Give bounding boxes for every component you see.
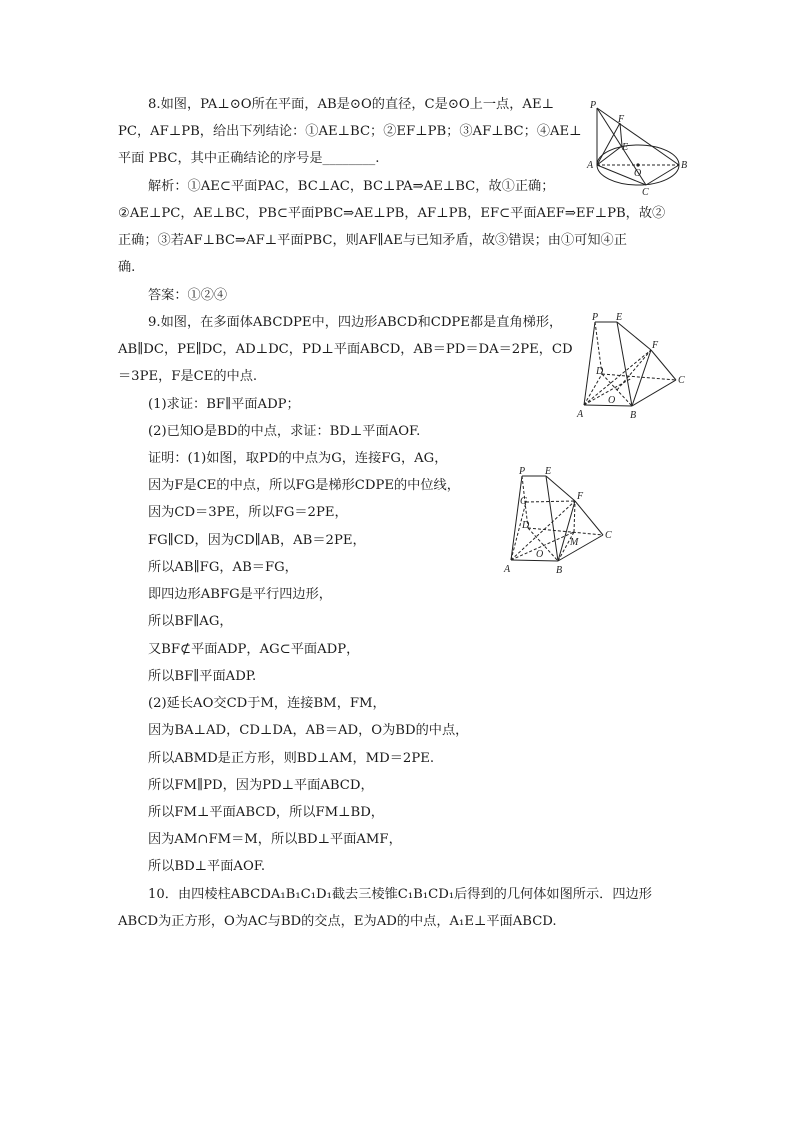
q9-proof-1: 证明：(1)如图，取PD的中点为G，连接FG，AG， xyxy=(148,451,448,466)
q9-proof-10: (2)延长AO交CD于M，连接BM，FM， xyxy=(148,696,386,711)
q8-figure xyxy=(584,96,694,196)
q8-line-1: 8.如图，PA⊥⊙O所在平面，AB是⊙O的直径，C是⊙O上一点，AE⊥ xyxy=(148,97,554,112)
label-f: F xyxy=(618,114,625,125)
label-e: E xyxy=(616,312,623,323)
q9-figure-2 xyxy=(500,462,620,577)
label-f: F xyxy=(577,491,584,502)
label-p: P xyxy=(592,312,599,323)
q9-line-1: 9.如图，在多面体ABCDPE中，四边形ABCD和CDPE都是直角梯形， xyxy=(148,315,563,330)
q9-proof-15: 因为AM∩FM＝M，所以BD⊥平面AMF， xyxy=(148,832,402,847)
q10-line-1: 10．由四棱柱ABCDA₁B₁C₁D₁截去三棱锥C₁B₁CD₁后得到的几何体如图所示．四边形 xyxy=(148,887,652,902)
label-o: O xyxy=(608,395,616,406)
q9-proof-2: 因为F是CE的中点，所以FG是梯形CDPE的中位线， xyxy=(148,478,460,493)
label-e: E xyxy=(545,466,552,477)
label-b: B xyxy=(681,160,688,171)
label-a: A xyxy=(577,409,584,420)
q9-proof-14: 所以FM⊥平面ABCD，所以FM⊥BD， xyxy=(148,805,384,820)
q8-analysis-1: 解析：①AE⊂平面PAC，BC⊥AC，BC⊥PA⇒AE⊥BC，故①正确； xyxy=(148,179,555,194)
label-c: C xyxy=(605,530,612,541)
q9-proof-7: 所以BF∥AG， xyxy=(148,614,233,629)
label-p: P xyxy=(519,466,526,477)
label-c: C xyxy=(678,375,685,386)
q9-line-3: ＝3PE，F是CE的中点. xyxy=(118,369,258,384)
label-b: B xyxy=(630,410,637,421)
q8-analysis-4: 确. xyxy=(118,260,136,275)
q9-sub-1: (1)求证：BF∥平面ADP； xyxy=(148,397,300,412)
label-f: F xyxy=(652,340,659,351)
q9-proof-3: 因为CD＝3PE，所以FG＝2PE， xyxy=(148,505,348,520)
q8-answer: 答案：①②④ xyxy=(148,288,228,303)
q9-proof-8: 又BF⊄平面ADP，AG⊂平面ADP， xyxy=(148,642,360,657)
label-b: B xyxy=(556,565,563,576)
label-a: A xyxy=(504,564,511,575)
q9-proof-6: 即四边形ABFG是平行四边形， xyxy=(148,587,332,602)
q8-line-3: 平面 PBC，其中正确结论的序号是________. xyxy=(118,151,380,166)
label-c: C xyxy=(642,187,649,196)
q9-proof-11: 因为BA⊥AD，CD⊥DA，AB＝AD，O为BD的中点， xyxy=(148,723,469,738)
q9-proof-5: 所以AB∥FG，AB＝FG， xyxy=(148,560,298,575)
q9-proof-13: 所以FM∥PD，因为PD⊥平面ABCD， xyxy=(148,778,374,793)
label-o: O xyxy=(634,168,642,179)
q9-proof-12: 所以ABMD是正方形，则BD⊥AM，MD＝2PE. xyxy=(148,751,435,766)
label-p: P xyxy=(590,100,597,111)
label-e: E xyxy=(622,142,629,153)
q9-line-2: AB∥DC，PE∥DC，AD⊥DC，PD⊥平面ABCD，AB＝PD＝DA＝2PE，CD xyxy=(118,342,573,357)
q9-figure-1 xyxy=(574,310,694,425)
q10-line-2: ABCD为正方形，O为AC与BD的交点，E为AD的中点，A₁E⊥平面ABCD. xyxy=(118,914,557,929)
label-g: G xyxy=(520,496,528,507)
q9-sub-2: (2)已知O是BD的中点，求证：BD⊥平面AOF. xyxy=(148,424,421,439)
label-o: O xyxy=(536,549,544,560)
label-a: A xyxy=(587,160,594,171)
q9-proof-4: FG∥CD，因为CD∥AB，AB＝2PE， xyxy=(148,533,366,548)
q9-proof-9: 所以BF∥平面ADP. xyxy=(148,669,257,684)
label-d: D xyxy=(596,366,604,377)
q8-analysis-3: 正确；③若AF⊥BC⇒AF⊥平面PBC，则AF∥AE与已知矛盾，故③错误；由①可知④正 xyxy=(118,233,627,248)
label-d: D xyxy=(522,520,530,531)
q8-line-2: PC，AF⊥PB，给出下列结论：①AE⊥BC；②EF⊥PB；③AF⊥BC；④AE⊥ xyxy=(118,124,582,139)
label-m: M xyxy=(570,537,579,548)
q8-analysis-2: ②AE⊥PC，AE⊥BC，PB⊂平面PBC⇒AE⊥PB，AF⊥PB，EF⊂平面AEF⇒EF⊥PB，故② xyxy=(118,206,666,221)
q9-proof-16: 所以BD⊥平面AOF. xyxy=(148,859,266,874)
